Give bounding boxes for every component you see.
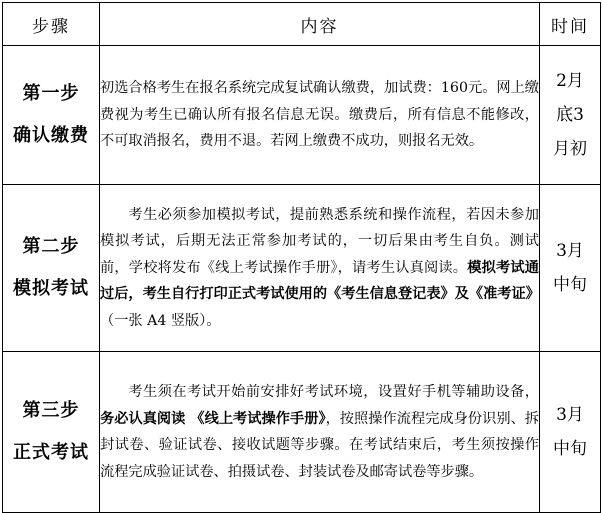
content-text: ，按照操作流程完成身份识别、拆封试卷、验证试卷、接收试题等步骤。在考试结束后，考生须按操作流程完成验证试卷、拍摄试卷、封装试卷及邮寄试卷等步骤。: [100, 410, 539, 480]
header-content: 内容: [100, 3, 540, 46]
time-line: 中旬: [553, 439, 587, 459]
step-cell: [3, 352, 100, 513]
time-line: 2月: [556, 71, 584, 91]
step-title: 确认缴费: [13, 125, 89, 146]
table-row: [3, 352, 601, 513]
header-step: 步骤: [3, 3, 100, 46]
time-cell: [540, 46, 601, 185]
step-cell: [3, 46, 100, 185]
step-number: 第二步: [22, 236, 80, 257]
content-cell: [100, 46, 540, 185]
time-line: 底3: [556, 105, 584, 125]
content-bold-text: 模拟考试通过后，考生自行打印正式考试使用的《考生信息登记表》及《准考证》: [100, 259, 540, 303]
step-cell: [3, 185, 100, 352]
time-line: 月初: [553, 139, 587, 159]
header-time: 时间: [540, 3, 601, 46]
time-line: 3月: [556, 405, 584, 425]
table-row: [3, 46, 601, 185]
table-row: [3, 185, 601, 352]
table-header-row: [3, 3, 601, 46]
content-bold-text: 务必认真阅读 《线上考试操作手册》: [100, 410, 326, 427]
schedule-table: [2, 2, 601, 513]
step-number: 第三步: [22, 400, 80, 421]
content-cell: [100, 185, 540, 352]
content-cell: [100, 352, 540, 513]
time-line: 3月: [556, 241, 584, 261]
time-cell: [540, 185, 601, 352]
step-number: 第一步: [22, 83, 80, 104]
time-line: 中旬: [553, 275, 587, 295]
content-text: 考生必须参加模拟考试，提前熟悉系统和操作流程，若因未参加模拟考试，后期无法正常参加考试的，一切后果由考生自负。测试前，学校将发布《线上考试操作手册》，请考生认真阅读。: [100, 206, 539, 276]
time-cell: [540, 352, 601, 513]
content-text: 初选合格考生在报名系统完成复试确认缴费，加试费：160元。网上缴费视为考生已确认所有报名信息无误。缴费后，所有信息不能修改，不可取消报名，费用不退。若网上缴费不成功，则报名无效。: [100, 80, 539, 150]
content-text: （一张 A4 竖版）。: [100, 312, 221, 329]
step-title: 模拟考试: [13, 278, 89, 299]
content-text: 考生须在考试开始前安排好考试环境，设置好手机等辅助设备，: [128, 384, 539, 400]
step-title: 正式考试: [13, 442, 89, 463]
